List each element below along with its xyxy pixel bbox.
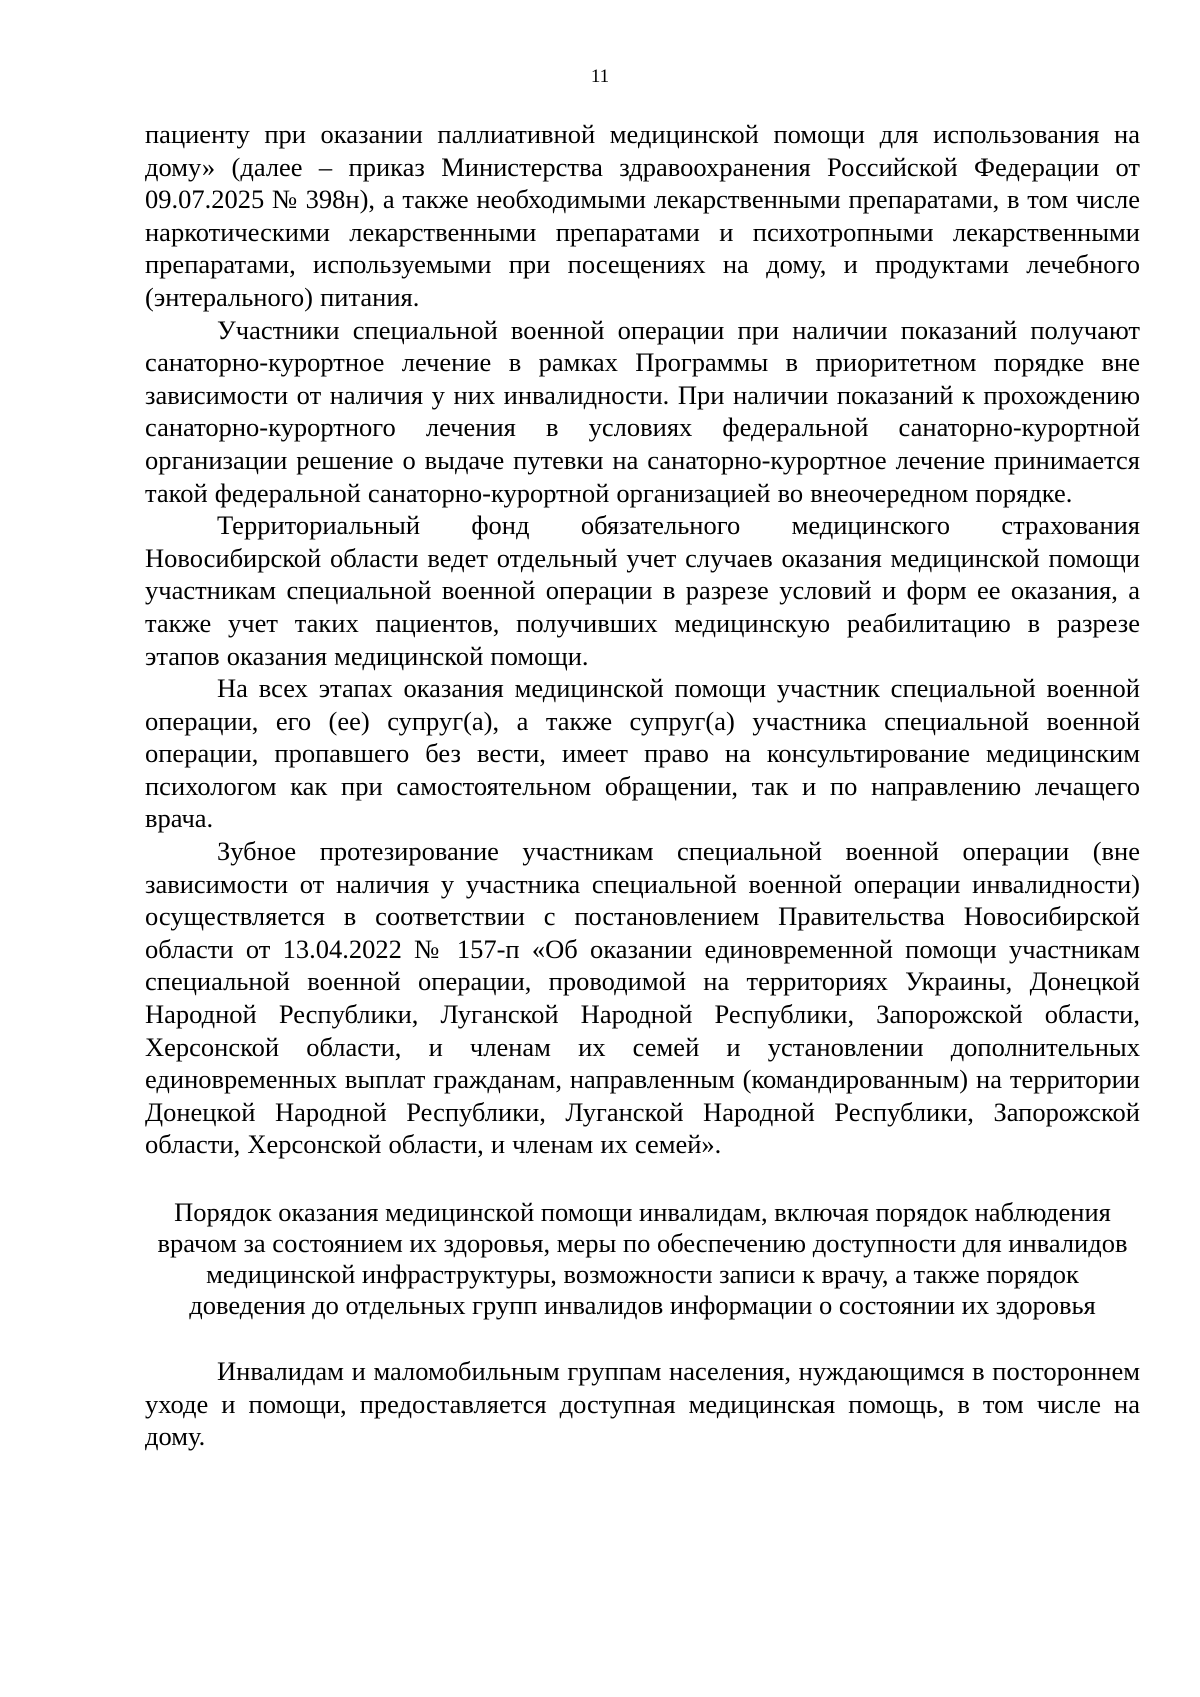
section-heading: Порядок оказания медицинской помощи инвалидам, включая порядок наблюдения врачом за состоянием их здоровья, меры по обеспечению доступности для инвалидов медицинской инфраструктуры, возможности записи к врачу, а также порядок доведения до отдельных групп инвалидов информации о состоянии их здоровья bbox=[157, 1197, 1128, 1320]
paragraph-dental-prosthetics: Зубное протезирование участникам специальной военной операции (вне зависимости от наличия у участника специальной военной операции инвалидности) осуществляется в соответствии с постановлением Правительства Новосибирской области от 13.04.2022 № 157-п «Об оказании единовременной помощи участникам специальной военной операции, проводимой на территориях Украины, Донецкой Народной Республики, Луганской Народной Республики, Запорожской области, Херсонской области, и членам их семей и установлении дополнительных единовременных выплат гражданам, направленным (командированным) на территории Донецкой Народной Республики, Луганской Народной Республики, Запорожской области, Херсонской области, и членам их семей». bbox=[145, 836, 1140, 1160]
document-body bbox=[145, 118, 1140, 1453]
paragraph-psychologist-consultation: На всех этапах оказания медицинской помощи участник специальной военной операции, его (ее) супруг(а), а также супруг(а) участника специальной военной операции, пропавшего без вести, имеет право на консультирование медицинским психологом как при самостоятельном обращении, так и по направлению лечащего врача. bbox=[145, 673, 1140, 834]
page-number: 11 bbox=[590, 66, 610, 87]
paragraph-sanatorium-treatment: Участники специальной военной операции при наличии показаний получают санаторно-курортное лечение в рамках Программы в приоритетном порядке вне зависимости от наличия у них инвалидности. При наличии показаний к прохождению санаторно-курортного лечения в условиях федеральной санаторно-курортной организации решение о выдаче путевки на санаторно-курортное лечение принимается такой федеральной санаторно-курортной организацией во внеочередном порядке. bbox=[145, 314, 1140, 508]
paragraph-insurance-fund-accounting: Территориальный фонд обязательного медицинского страхования Новосибирской области ведет отдельный учет случаев оказания медицинской помощи участникам специальной военной операции в разрезе условий и форм ее оказания, а также учет таких пациентов, получивших медицинскую реабилитацию в разрезе этапов оказания медицинской помощи. bbox=[145, 510, 1140, 671]
paragraph-disabled-care: Инвалидам и маломобильным группам населения, нуждающимся в постороннем уходе и помощи, предоставляется доступная медицинская помощь, в том числе на дому. bbox=[145, 1356, 1140, 1452]
paragraph-continuation: пациенту при оказании паллиативной медицинской помощи для использования на дому» (далее – приказ Министерства здравоохранения Российской Федерации от 09.07.2025 № 398н), а также необходимыми лекарственными препаратами, в том числе наркотическими лекарственными препаратами и психотропными лекарственными препаратами, используемыми при посещениях на дому, и продуктами лечебного (энтерального) питания. bbox=[145, 119, 1140, 312]
